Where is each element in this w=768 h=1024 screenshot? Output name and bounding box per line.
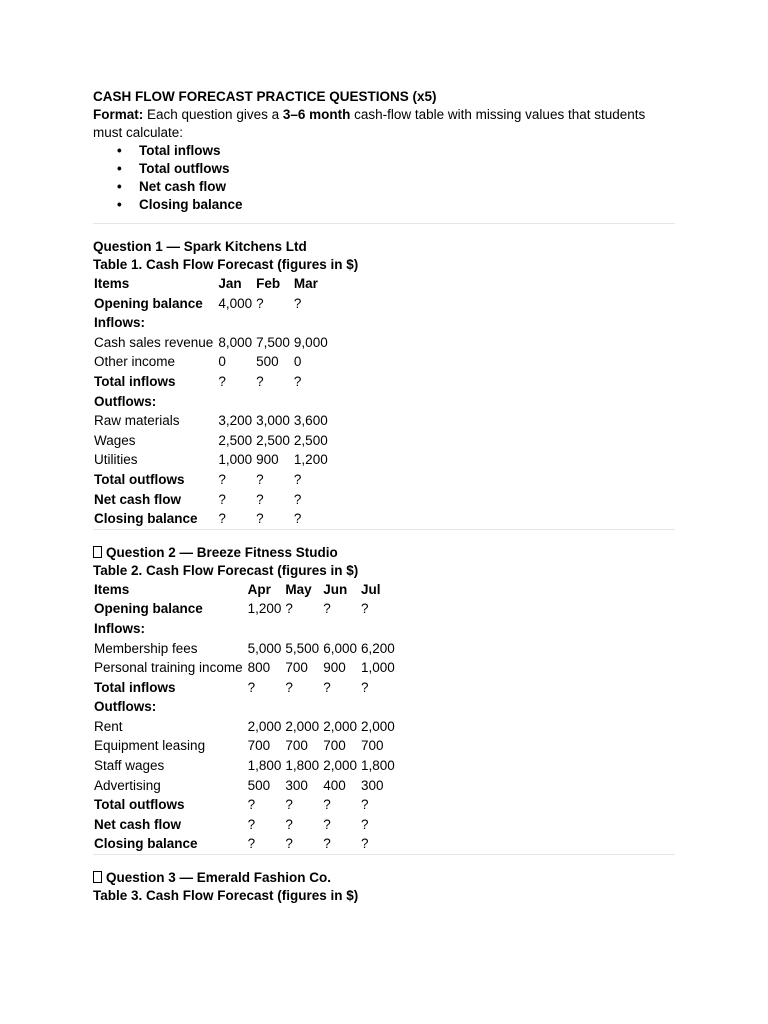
missing-glyph-icon <box>93 546 102 558</box>
table-cell: ? <box>323 679 331 695</box>
row-label: Cash sales revenue <box>94 334 214 350</box>
table-cell: 9,000 <box>293 334 328 350</box>
table-2-title: Table 2. Cash Flow Forecast (figures in $) <box>93 562 359 578</box>
row-label: Total outflows <box>94 797 185 813</box>
divider <box>93 854 675 855</box>
question-2-title: Question 2 — Breeze Fitness Studio <box>93 544 675 562</box>
row-label: Advertising <box>94 777 161 793</box>
table-cell: 2,000 <box>285 718 320 734</box>
table-row <box>93 392 331 412</box>
table-cell: 2,000 <box>323 758 357 774</box>
table-1-title: Table 1. Cash Flow Forecast (figures in $) <box>93 257 359 272</box>
table-cell: 400 <box>323 777 346 793</box>
table-cell: ? <box>247 836 256 852</box>
table-cell: ? <box>218 373 226 389</box>
table-cell <box>247 697 285 717</box>
row-label: Utilities <box>94 452 138 468</box>
table-cell: 3,000 <box>256 413 290 429</box>
table-row <box>93 294 331 314</box>
row-label: Net cash flow <box>94 491 182 507</box>
table-cell: ? <box>323 836 331 852</box>
table-cell <box>293 313 331 333</box>
table-cell: ? <box>256 295 264 311</box>
row-label: Inflows: <box>94 620 145 636</box>
format-text-1: Each question gives a <box>143 107 283 122</box>
header-month: Jul <box>360 581 381 597</box>
table-row <box>93 619 398 639</box>
table-cell: 700 <box>285 738 308 754</box>
table-cell: 1,000 <box>360 660 395 676</box>
list-item: • Total inflows <box>117 142 675 160</box>
table-cell: 500 <box>247 777 271 793</box>
header-month: Jun <box>323 581 348 597</box>
table-cell: ? <box>247 679 256 695</box>
table-cell: 2,500 <box>293 432 328 448</box>
format-paragraph <box>93 106 675 142</box>
table-cell: 6,200 <box>360 640 395 656</box>
table-cell: ? <box>256 511 264 527</box>
row-label: Other income <box>94 354 176 370</box>
format-text-2: cash-flow table with missing values that students must calculate: <box>93 107 646 140</box>
table-cell: ? <box>323 797 331 813</box>
table-cell: 3,600 <box>293 413 328 429</box>
list-item: • Total outflows <box>117 160 675 178</box>
table-row <box>93 678 398 698</box>
table-cell: ? <box>285 816 293 832</box>
table-cell <box>217 392 255 412</box>
table-cell: ? <box>360 797 369 813</box>
table-3-title: Table 3. Cash Flow Forecast (figures in $) <box>93 888 359 904</box>
header-month: Mar <box>293 276 318 291</box>
row-label: Closing balance <box>94 836 198 852</box>
row-label: Net cash flow <box>94 816 182 832</box>
table-cell <box>322 619 360 639</box>
table-row <box>93 431 331 451</box>
table-cell: 8,000 <box>218 334 253 350</box>
table-cell: 700 <box>247 738 271 754</box>
table-cell: 1,800 <box>360 758 395 774</box>
table-cell <box>255 392 293 412</box>
table-cell: 700 <box>323 738 346 754</box>
table-cell: ? <box>360 679 369 695</box>
table-cell: ? <box>247 816 256 832</box>
header-month: Apr <box>247 581 271 597</box>
table-cell: 7,500 <box>256 334 290 350</box>
table-cell: 2,500 <box>218 432 253 448</box>
divider <box>93 223 675 224</box>
table-row <box>93 639 398 659</box>
calculation-list <box>93 142 675 214</box>
table-row <box>93 490 331 510</box>
table-cell: ? <box>256 491 264 507</box>
document-title: CASH FLOW FORECAST PRACTICE QUESTIONS (x5) <box>93 89 437 104</box>
table-cell: ? <box>285 601 293 617</box>
table-cell <box>284 619 322 639</box>
row-label: Total inflows <box>94 373 176 389</box>
table-cell: ? <box>247 797 256 813</box>
table-cell: 700 <box>285 660 308 676</box>
table-cell: 1,200 <box>247 601 282 617</box>
table-cell: ? <box>323 816 331 832</box>
table-cell: 1,000 <box>218 452 253 468</box>
row-label: Equipment leasing <box>94 738 206 754</box>
format-duration: 3–6 month <box>282 107 351 122</box>
divider <box>93 529 675 530</box>
table-cell: ? <box>256 471 264 487</box>
table-cell: ? <box>293 511 302 527</box>
table-cell: ? <box>285 679 293 695</box>
table-cell: 0 <box>218 354 226 370</box>
header-items: Items <box>94 581 130 597</box>
table-cell: 800 <box>247 660 271 676</box>
missing-glyph-icon <box>93 871 102 883</box>
table-cell: 1,800 <box>285 758 320 774</box>
table-cell: 700 <box>360 738 384 754</box>
row-label: Outflows: <box>94 393 157 409</box>
table-row <box>93 756 398 776</box>
table-row <box>93 450 331 470</box>
list-item: • Net cash flow <box>117 178 675 196</box>
row-label: Total outflows <box>94 471 185 487</box>
format-label: Format: <box>93 107 144 122</box>
table-cell <box>360 619 398 639</box>
row-label: Outflows: <box>94 699 157 715</box>
table-cell: 300 <box>285 777 308 793</box>
document-content <box>93 87 675 905</box>
table-cell: 6,000 <box>323 640 357 656</box>
table-cell: 300 <box>360 777 384 793</box>
list-item: • Closing balance <box>117 196 675 214</box>
row-label: Membership fees <box>94 640 198 656</box>
table-row <box>93 697 398 717</box>
table-cell: 5,000 <box>247 640 282 656</box>
table-cell: ? <box>285 797 293 813</box>
table-row <box>93 815 398 835</box>
row-label: Rent <box>94 718 123 734</box>
row-label: Staff wages <box>94 758 165 774</box>
question-1-title: Question 1 — Spark Kitchens Ltd <box>93 239 307 254</box>
table-cell: ? <box>293 491 302 507</box>
table-cell: 2,000 <box>247 718 282 734</box>
table-cell: ? <box>293 471 302 487</box>
table-header-row <box>93 580 398 600</box>
table-cell: 5,500 <box>285 640 320 656</box>
table-cell: ? <box>323 601 331 617</box>
table-cell <box>322 697 360 717</box>
table-cell <box>293 392 331 412</box>
table-cell: 1,800 <box>247 758 282 774</box>
table-row <box>93 599 398 619</box>
table-row <box>93 372 331 392</box>
table-cell <box>217 313 255 333</box>
table-row <box>93 776 398 796</box>
table-header-row <box>93 274 331 294</box>
table-row <box>93 352 331 372</box>
header-items: Items <box>94 276 130 291</box>
table-row <box>93 795 398 815</box>
table-row <box>93 313 331 333</box>
table-cell: 900 <box>256 452 279 468</box>
table-cell: 2,000 <box>360 718 395 734</box>
table-cell: ? <box>293 373 302 389</box>
row-label: Total inflows <box>94 679 176 695</box>
row-label: Closing balance <box>94 511 198 527</box>
table-cell: ? <box>360 601 369 617</box>
table-cell: 500 <box>256 354 279 370</box>
table-cell: ? <box>218 471 226 487</box>
question-3-title: Question 3 — Emerald Fashion Co. <box>93 869 675 887</box>
row-label: Raw materials <box>94 413 180 429</box>
cash-flow-table-1 <box>93 274 331 529</box>
header-month: May <box>285 581 312 597</box>
table-cell: ? <box>360 816 369 832</box>
table-row <box>93 470 331 490</box>
table-row <box>93 411 331 431</box>
table-cell: 2,500 <box>256 432 290 448</box>
table-cell: ? <box>360 836 369 852</box>
table-cell: ? <box>256 373 264 389</box>
table-cell <box>247 619 285 639</box>
row-label: Opening balance <box>94 295 203 311</box>
row-label: Wages <box>94 432 136 448</box>
table-cell <box>284 697 322 717</box>
table-cell: ? <box>218 491 226 507</box>
cash-flow-table-2 <box>93 580 398 854</box>
table-row <box>93 717 398 737</box>
table-cell: 0 <box>293 354 302 370</box>
table-cell <box>255 313 293 333</box>
table-cell: 4,000 <box>218 295 253 311</box>
table-row <box>93 333 331 353</box>
table-row <box>93 736 398 756</box>
table-cell <box>360 697 398 717</box>
table-row <box>93 509 331 529</box>
table-cell: ? <box>218 511 226 527</box>
header-month: Jan <box>218 276 242 291</box>
header-month: Feb <box>256 276 281 291</box>
row-label: Personal training income <box>94 660 243 676</box>
table-row <box>93 834 398 854</box>
table-row <box>93 658 398 678</box>
table-cell: 2,000 <box>323 718 357 734</box>
table-cell: 1,200 <box>293 452 328 468</box>
table-cell: ? <box>285 836 293 852</box>
table-cell: 3,200 <box>218 413 253 429</box>
row-label: Opening balance <box>94 601 203 617</box>
table-cell: 900 <box>323 660 346 676</box>
table-cell: ? <box>293 295 302 311</box>
row-label: Inflows: <box>94 315 145 331</box>
